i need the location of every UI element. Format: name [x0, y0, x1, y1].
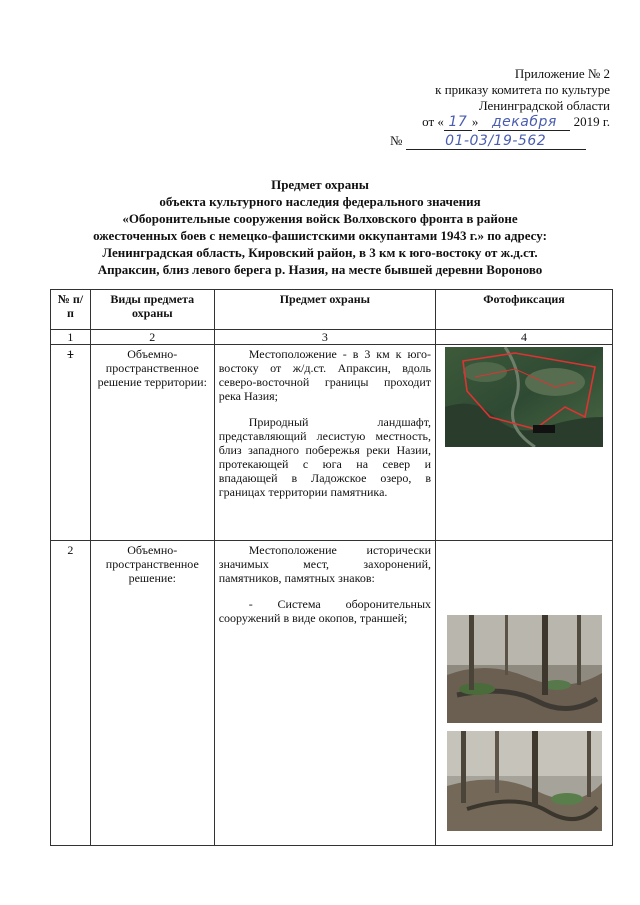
date-year: 2019 г.: [573, 114, 610, 129]
appendix-number-line: [350, 133, 610, 150]
title-line-2: объекта культурного наследия федерального значения: [159, 194, 481, 209]
row-number: 2: [51, 541, 91, 846]
title-line-6: Апраксин, близ левого берега р. Назия, на месте бывшей деревни Вороново: [97, 262, 543, 277]
row-paragraph: Местоположение исторически значимых мест, захоронений, памятников, памятных знаков:: [218, 543, 432, 585]
title-line-3: «Оборонительные сооружения войск Волховского фронта в районе: [122, 211, 518, 226]
appendix-region-line: Ленинградской области: [478, 98, 610, 113]
header-subject: Предмет охраны: [214, 290, 435, 330]
document-title: [40, 176, 600, 278]
row-number: 1: [51, 345, 91, 541]
col-number-2: 2: [90, 330, 214, 345]
appendix-block: [350, 66, 610, 150]
header-number: № п/п: [51, 290, 91, 330]
row-description: [214, 541, 435, 846]
appendix-date-line: [350, 114, 610, 131]
row-description: [214, 345, 435, 541]
appendix-order-line: к приказу комитета по культуре: [435, 82, 610, 97]
col-number-3: 3: [214, 330, 435, 345]
date-month: декабря: [478, 114, 570, 131]
col-number-4: 4: [436, 330, 613, 345]
number-prefix: №: [390, 133, 403, 148]
protection-table: [50, 289, 613, 846]
row-paragraph: - Система оборонительных сооружений в виде окопов, траншей;: [218, 597, 432, 625]
title-line-1: Предмет охраны: [271, 177, 369, 192]
title-line-5: Ленинградская область, Кировский район, в 3 км к юго-востоку от ж.д.ст.: [102, 245, 538, 260]
table-header-row: [51, 290, 613, 330]
row-category: Объемно-пространственное решение:: [90, 541, 214, 846]
row-paragraph: Местоположение - в 3 км к юго-востоку от ж/д.ст. Апраксин, вдоль северо-восточной границы проходит река Назия;: [218, 347, 432, 403]
date-prefix: от «: [422, 114, 444, 129]
date-day: 17: [444, 114, 472, 131]
col-number-1: 1: [51, 330, 91, 345]
table-column-numbers-row: [51, 330, 613, 345]
forest-trench-photo: [447, 615, 602, 723]
row-category: Объемно-пространственное решение территории:: [90, 345, 214, 541]
row-photo-cell: [436, 345, 613, 541]
table-row: [51, 345, 613, 541]
header-category: Виды предмета охраны: [90, 290, 214, 330]
title-line-4: ожесточенных боев с немецко-фашистскими оккупантами 1943 г.» по адресу:: [93, 228, 547, 243]
forest-trench-photo: [447, 731, 602, 831]
row-photo-cell: [436, 541, 613, 846]
number-value: 01-03/19-562: [406, 133, 586, 150]
row-paragraph: Природный ландшафт, представляющий лесистую местность, близ западного побережья реки Назии, протекающей с юга на север и впадающей в Ладожское озеро, в границах территории памятника.: [218, 415, 432, 499]
satellite-map-photo: [445, 347, 603, 447]
table-row: [51, 541, 613, 846]
header-photo: Фотофиксация: [436, 290, 613, 330]
date-mid: »: [471, 114, 479, 129]
appendix-title: Приложение № 2: [514, 66, 610, 81]
